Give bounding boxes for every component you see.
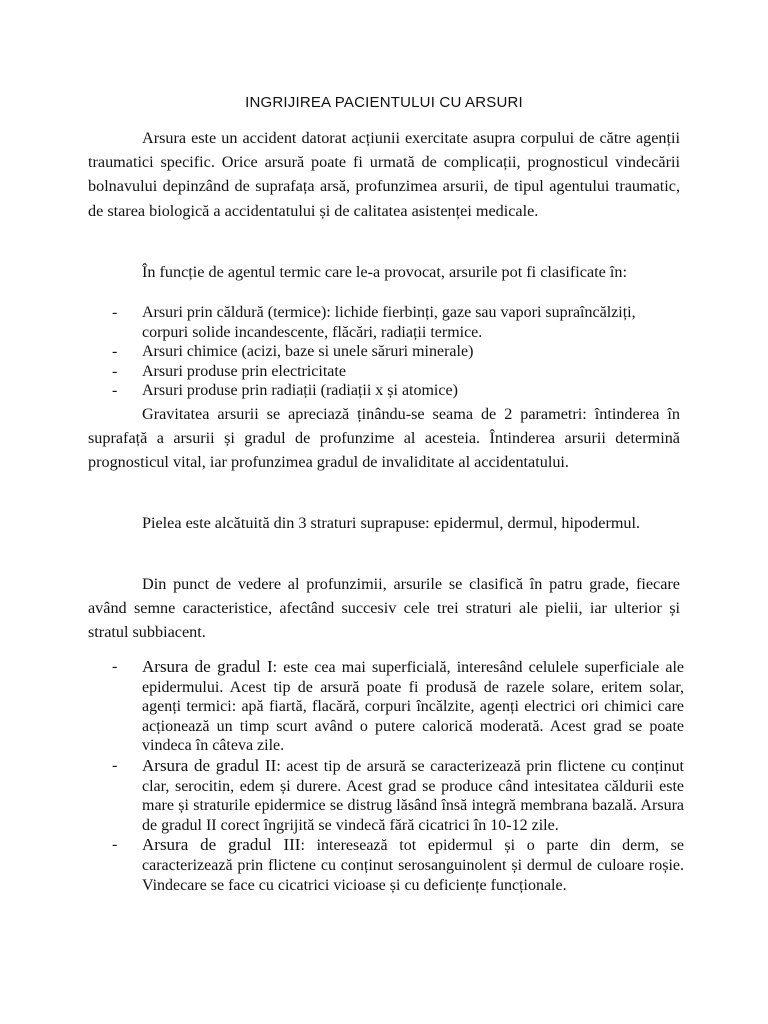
grade-label: Arsura de gradul II <box>142 755 277 775</box>
burn-types-list <box>112 303 684 401</box>
list-item <box>112 362 684 382</box>
gravity-paragraph: Gravitatea arsurii se apreciază ținându-se seama de 2 parametri: întinderea în suprafață a arsurii și gradul de profunzime al acesteia. Întinderea arsurii determină prognosticul vital, iar profunzimea gradul de invaliditate al accidentatului. <box>88 405 680 472</box>
list-dash: - <box>112 756 118 774</box>
list-dash: - <box>112 343 118 361</box>
list-item-text: Arsuri prin căldură (termice): lichide fierbinți, gaze sau vapori supraîncălziți, corpuri solide incandescente, flăcări, radiații termice. <box>142 304 636 341</box>
list-dash: - <box>112 362 118 380</box>
grade-text: : este cea mai superficială, interesând celulele superficiale ale epidermului. Acest tip de arsură poate fi produsă de razele solare, eritem solar, agenți termici: apă fiartă, flacără, corpuri încălzite, agenți electrici ori chimici care acționează un timp scurt având o putere calorică moderată. Acest grad se poate vindeca în câteva zile. <box>142 659 684 755</box>
classification-intro-paragraph: În funcție de agentul termic care le-a provocat, arsurile pot fi clasificate în: <box>142 263 627 281</box>
list-item <box>112 303 684 342</box>
grade-label: Arsura de gradul I <box>142 657 273 676</box>
page-title: INGRIJIREA PACIENTULUI CU ARSURI <box>245 94 523 111</box>
list-item-text: Arsuri produse prin radiații (radiații x și atomice) <box>142 382 458 400</box>
depth-paragraph: Din punct de vedere al profunzimii, arsurile se clasifică în patru grade, fiecare având semne caracteristice, afectând succesiv cele trei straturi ale pielii, iar ulterior și stratul subbiacent. <box>88 575 680 642</box>
skin-paragraph: Pielea este alcătuită din 3 straturi suprapuse: epidermul, dermul, hipodermul. <box>142 514 641 532</box>
list-item <box>112 756 684 835</box>
grade-text: : interesează tot epidermul și o parte din derm, se caracterizează prin flictene cu conținut serosanguinolent și dermul de culoare roșie. Vindecare se face cu cicatrici vicioase și cu deficiențe funcționale. <box>142 837 684 894</box>
list-dash: - <box>112 658 118 675</box>
burn-grades-list <box>112 657 684 895</box>
list-dash: - <box>112 836 118 854</box>
list-item-text: Arsuri chimice (acizi, baze si unele săruri minerale) <box>142 343 474 361</box>
list-item <box>112 342 684 362</box>
list-item <box>112 657 684 756</box>
list-dash: - <box>112 382 118 400</box>
grade-label: Arsura de gradul III <box>142 835 301 855</box>
list-item <box>112 381 684 401</box>
grade-text: : acest tip de arsură se caracterizează prin flictene cu conținut clar, serocitin, edem și durere. Acest grad se produce când intesitatea căldurii este mare și straturile epidermice se distrug lăsând însă integră membrana bazală. Arsura de gradul II corect îngrijită se vindecă fără cicatrici în 10-12 zile. <box>142 757 684 834</box>
list-item <box>112 835 684 895</box>
list-dash: - <box>112 304 118 321</box>
intro-paragraph: Arsura este un accident datorat acțiunii exercitate asupra corpului de către agenții traumatici specific. Orice arsură poate fi urmată de complicații, prognosticul vindecării bolnavului depinzând de suprafața arsă, profunzimea arsurii, de tipul agentului traumatic, de starea biologică a accidentatului și de calitatea asistenței medicale. <box>88 129 680 220</box>
list-item-text: Arsuri produse prin electricitate <box>142 362 346 380</box>
